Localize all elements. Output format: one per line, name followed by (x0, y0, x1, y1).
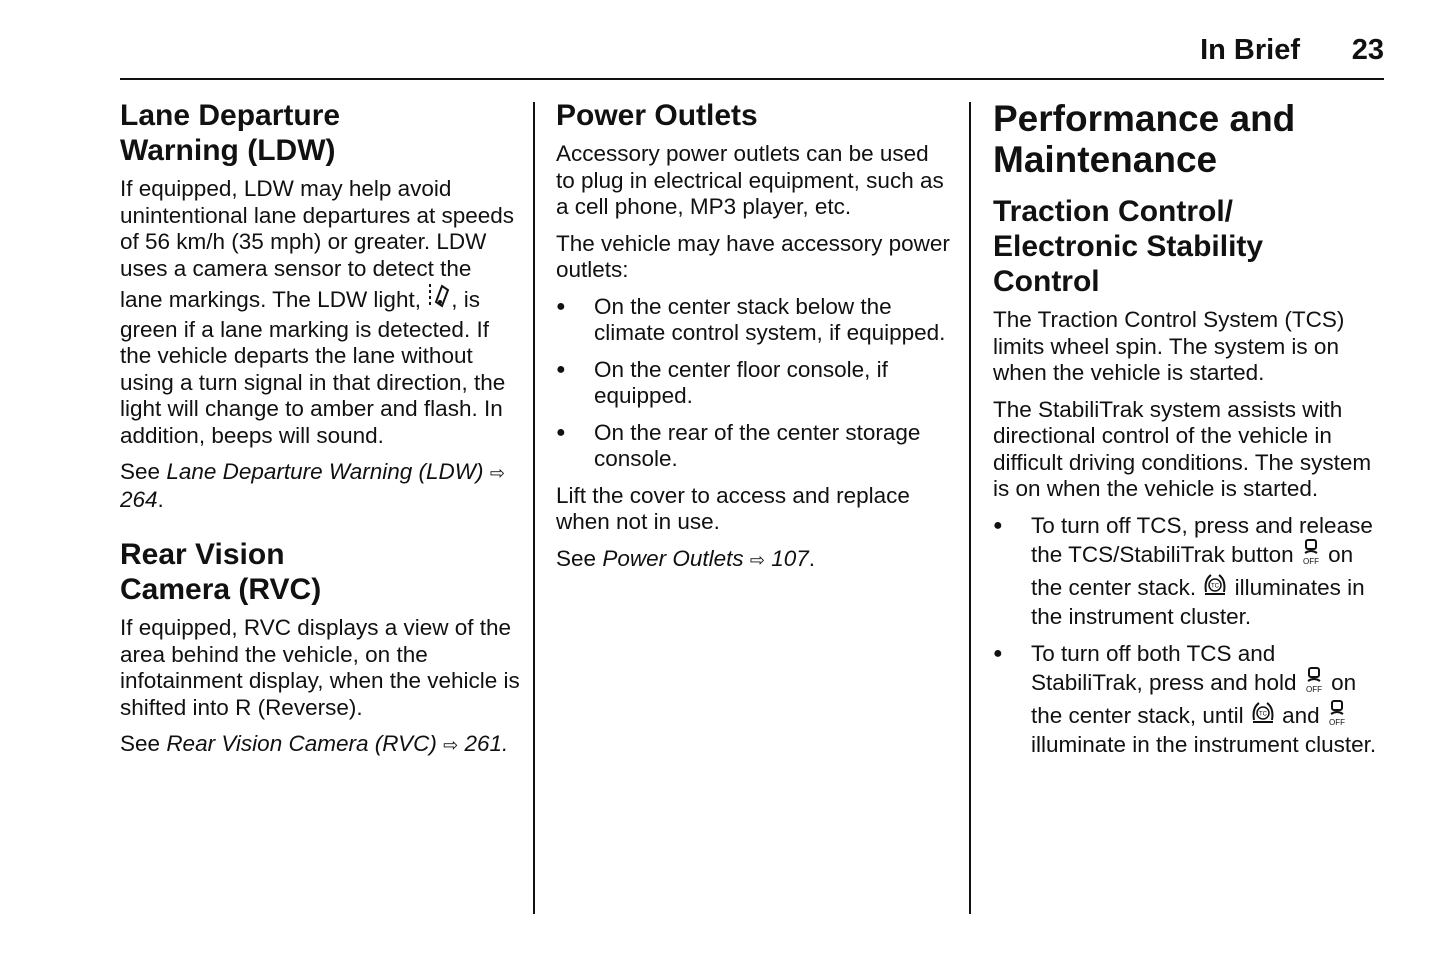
power-outlets-see-reference: See Power Outlets ⇨ 107. (556, 545, 816, 571)
page-header (120, 28, 1384, 80)
list-item: ● On the center floor console, if equipped. (556, 357, 951, 410)
column-1 (120, 98, 520, 769)
tire-tc-icon (1250, 700, 1276, 733)
page-arrow-icon: ⇨ (489, 463, 505, 483)
lane-departure-icon (427, 282, 451, 317)
svg-text:OFF: OFF (1328, 717, 1345, 726)
page-arrow-icon: ⇨ (749, 549, 765, 570)
list-item: ● On the rear of the center storage console. (556, 420, 951, 473)
column-divider (969, 102, 971, 914)
rvc-paragraph: If equipped, RVC displays a view of the area behind the vehicle, on the infotainment display, when the vehicle is shifted into R (Reverse). (120, 615, 520, 720)
power-outlets-intro: Accessory power outlets can be used to plug in electrical equipment, such as a cell phone, MP3 player, etc. (556, 141, 944, 219)
list-item: ● To turn off TCS, press and release the TCS/StabiliTrak button OFF on the center stack. TC illuminates in the instrument cluster. (993, 513, 1388, 631)
list-item: ● To turn off both TCS and StabiliTrak, press and hold OFF on the center stack, until TC and OFF illuminate in the instrument cluster. (993, 641, 1388, 759)
traction-off-icon (1300, 539, 1322, 572)
page-arrow-icon: ⇨ (443, 735, 459, 755)
column-3 (993, 98, 1388, 769)
svg-text:OFF: OFF (1305, 685, 1322, 693)
performance-heading: Performance and Maintenance (993, 98, 1296, 180)
tcs-paragraph: The Traction Control System (TCS) limits wheel spin. The system is on when the vehicle is started. (993, 307, 1345, 385)
svg-text:OFF: OFF (1302, 557, 1319, 565)
rvc-see-reference: See Rear Vision Camera (RVC) ⇨ 261. (120, 731, 509, 756)
ldw-paragraph: If equipped, LDW may help avoid unintentional lane departures at speeds of 56 km/h (35 mph) or greater. LDW uses a camera sensor to detect the lane markings. The LDW light, , is green if a lane marking is detected. If the vehicle departs the lane without using a turn signal in that direction, the light will change to amber and flash. In addition, beeps will sound. (120, 176, 515, 448)
power-outlets-instruction: Lift the cover to access and replace when not in use. (556, 482, 910, 534)
ldw-see-reference: See Lane Departure Warning (LDW) ⇨ 264. (120, 459, 505, 512)
power-outlets-heading: Power Outlets (556, 99, 758, 132)
traction-control-list (993, 513, 1388, 759)
ldw-reference-page[interactable]: 264 (120, 486, 158, 512)
rvc-reference-link[interactable]: Rear Vision Camera (RVC) (166, 731, 437, 756)
traction-off-icon (1303, 667, 1325, 700)
traction-off-icon (1326, 700, 1348, 733)
section-title: In Brief (1200, 34, 1300, 66)
column-divider (533, 102, 535, 914)
rvc-reference-page[interactable]: 261. (464, 731, 509, 756)
list-item: ● On the center stack below the climate control system, if equipped. (556, 294, 951, 347)
svg-text:TC: TC (1211, 583, 1220, 589)
ldw-heading: Lane Departure Warning (LDW) (120, 99, 341, 167)
tire-tc-icon (1202, 572, 1228, 605)
rvc-heading: Rear Vision Camera (RVC) (120, 538, 322, 606)
svg-text:TC: TC (1258, 711, 1267, 717)
power-outlets-reference-link[interactable]: Power Outlets (602, 545, 744, 571)
power-outlets-list (556, 294, 951, 473)
column-2 (556, 98, 951, 583)
ldw-reference-link[interactable]: Lane Departure Warning (LDW) (166, 459, 484, 484)
power-outlets-list-intro: The vehicle may have accessory power outlets: (556, 230, 950, 282)
page-number: 23 (1351, 34, 1384, 66)
stabilitrak-paragraph: The StabiliTrak system assists with directional control of the vehicle in difficult driving conditions. The system is on when the vehicle is started. (993, 396, 1372, 501)
power-outlets-reference-page[interactable]: 107 (771, 545, 809, 571)
traction-control-heading: Traction Control/ Electronic Stability Control (993, 195, 1264, 298)
